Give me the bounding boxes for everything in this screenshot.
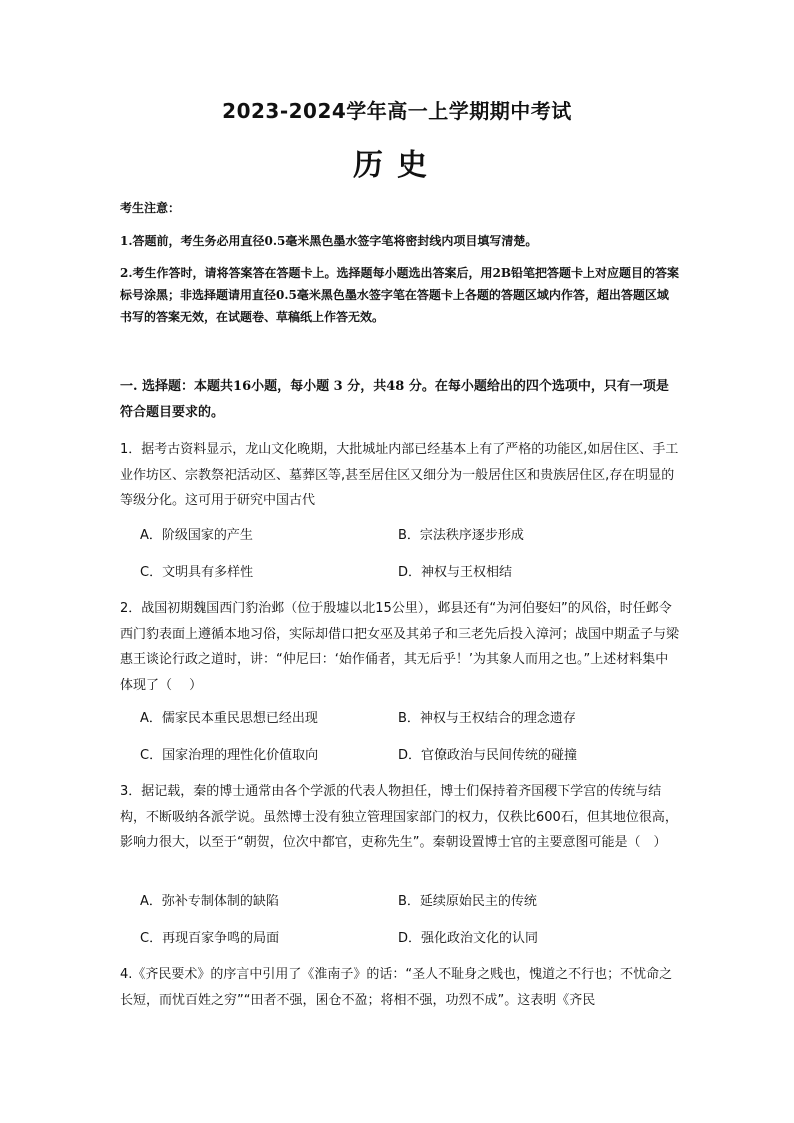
notice-item: 1.答题前，考生务必用直径0.5毫米黑色墨水签字笔将密封线内项目填写清楚。 <box>120 234 538 248</box>
subject-title: 历史 <box>353 148 441 183</box>
option-b: B．宗法秩序逐步形成 <box>398 528 524 543</box>
option-c: C．再现百家争鸣的局面 <box>140 931 280 946</box>
question-stem: 4.《齐民要术》的序言中引用了《淮南子》的话：“圣人不耻身之贱也，愧道之不行也；不忧命之长短，而忧百姓之穷”“田者不强，囷仓不盈；将相不强，功烈不成”。这表明《齐民 <box>120 967 673 1008</box>
question-stem: 2．战国初期魏国西门豹治邺（位于殷墟以北15公里），邺县还有“为河伯娶妇”的风俗，时任邺令西门豹表面上遵循本地习俗，实际却借口把女巫及其弟子和三老先后投入漳河；战国中期孟子与梁惠王谈论行政之道时，讲：“仲尼曰：‘始作俑者，其无后乎！’为其象人而用之也。”上述材料集中体现了（ ） <box>120 601 680 693</box>
notice-heading: 考生注意： <box>120 201 181 215</box>
option-b: B．延续原始民主的传统 <box>398 894 537 909</box>
option-b: B．神权与王权结合的理念遗存 <box>398 711 576 726</box>
option-a: A．弥补专制体制的缺陷 <box>140 894 279 909</box>
question-stem: 3．据记载，秦的博士通常由各个学派的代表人物担任，博士们保持着齐国稷下学宫的传统与结构，不断吸纳各派学说。虽然博士没有独立管理国家部门的权力，仅秩比600石，但其地位很高，影响力很大，以至于“朝贺，位次中都官，吏称先生”。秦朝设置博士官的主要意图可能是（ ） <box>120 784 678 850</box>
notice-item: 2.考生作答时，请将答案答在答题卡上。选择题每小题选出答案后，用2B铅笔把答题卡上对应题目的答案标号涂黑；非选择题请用直径0.5毫米黑色墨水签字笔在答题卡上各题的答题区域内作答，超出答题区域书写的答案无效，在试题卷、草稿纸上作答无效。 <box>120 266 680 324</box>
exam-title: 2023-2024学年高一上学期期中考试 <box>222 99 572 123</box>
option-a: A．儒家民本重民思想已经出现 <box>140 711 318 726</box>
option-d: D．强化政治文化的认同 <box>398 931 539 946</box>
question-stem: 1．据考古资料显示，龙山文化晚期，大批城址内部已经基本上有了严格的功能区,如居住区、手工业作坊区、宗教祭祀活动区、墓葬区等,甚至居住区又细分为一般居住区和贵族居住区,存在明显的等级分化。这可用于研究中国古代 <box>120 442 679 508</box>
section-heading: 一. 选择题：本题共16小题，每小题 3 分，共48 分。在每小题给出的四个选项中，只有一项是符合题目要求的。 <box>120 379 669 420</box>
option-a: A．阶级国家的产生 <box>140 528 253 543</box>
option-c: C．文明具有多样性 <box>140 565 254 580</box>
option-d: D．神权与王权相结 <box>398 565 513 580</box>
option-d: D．官僚政治与民间传统的碰撞 <box>398 748 578 763</box>
option-c: C．国家治理的理性化价值取向 <box>140 748 319 763</box>
